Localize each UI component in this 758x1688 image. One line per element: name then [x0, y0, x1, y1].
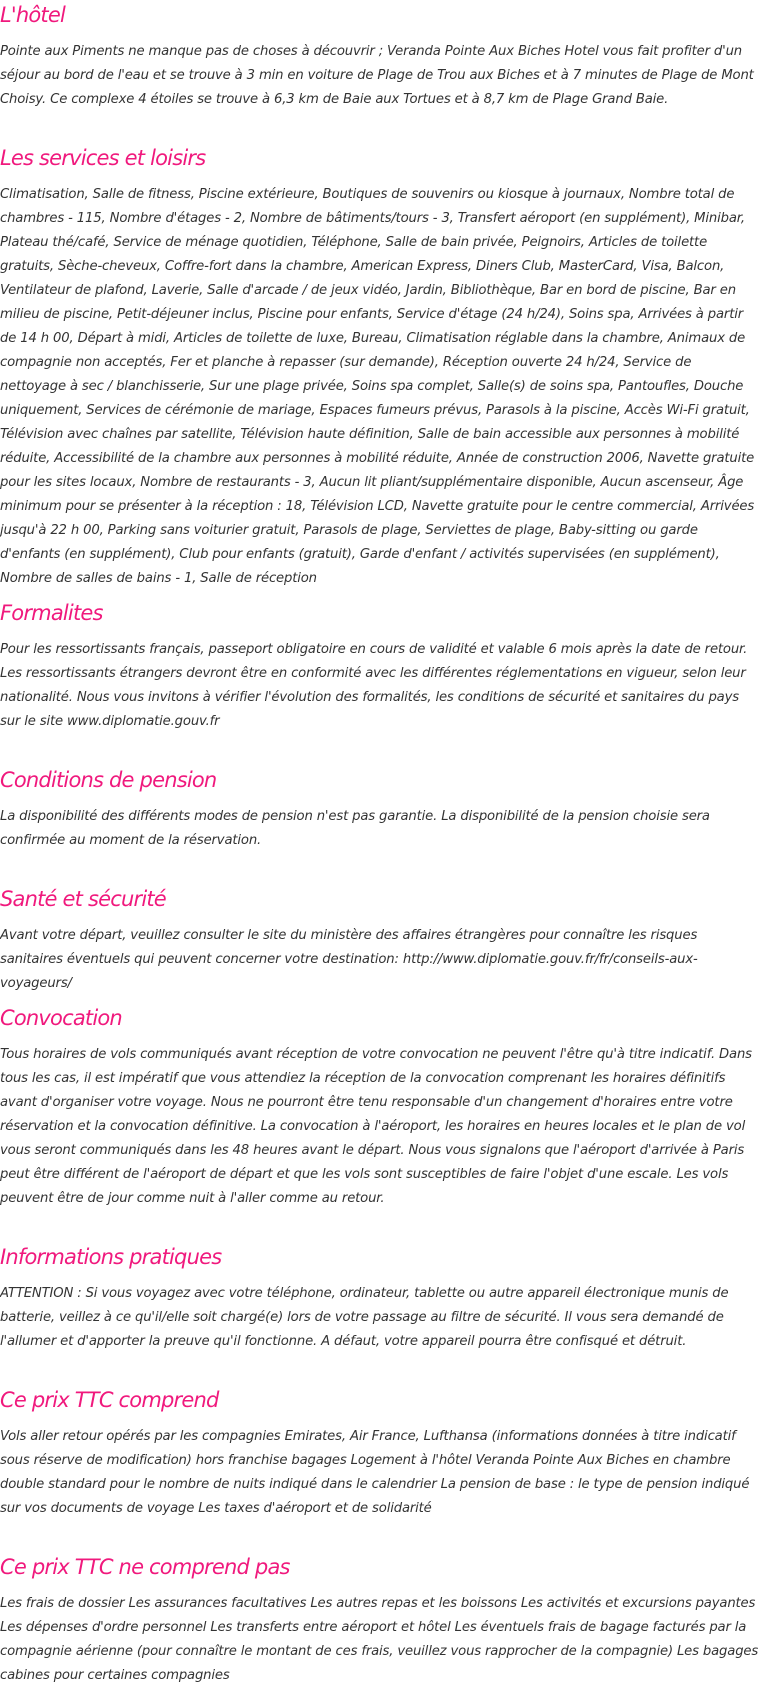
- section-body-formalites: Pour les ressortissants français, passeport obligatoire en cours de validité et valable 6 mois après la date de retour. Les ressortissants étrangers devront être en conformité avec les différentes réglementations en vigueur, selon leur nationalité. Nous vous invitons à vérifier l'évolution des formalités, les conditions de sécurité et sanitaires du pays sur le site www.diplomatie.gouv.fr: [0, 642, 748, 729]
- section-prix-comprend: [0, 1385, 758, 1521]
- section-title-prix-comprend: Ce prix TTC comprend: [0, 1388, 219, 1412]
- section-conditions-pension: [0, 765, 758, 853]
- section-formalites: [0, 598, 758, 734]
- section-title-convocation: Convocation: [0, 1006, 122, 1030]
- section-sante-securite: [0, 884, 758, 996]
- section-title-conditions-pension: Conditions de pension: [0, 768, 217, 792]
- section-informations-pratiques: [0, 1242, 758, 1354]
- section-services: [0, 143, 758, 591]
- section-body-hotel: Pointe aux Piments ne manque pas de choses à découvrir ; Veranda Pointe Aux Biches Hotel vous fait profiter d'un séjour au bord de l'eau et se trouve à 3 min en voiture de Plage de Trou aux Biches et à 7 minutes de Plage de Mont Choisy. Ce complexe 4 étoiles se trouve à 6,3 km de Baie aux Tortues et à 8,7 km de Plage Grand Baie.: [0, 44, 754, 107]
- section-body-prix-ne-comprend-pas: Les frais de dossier Les assurances facultatives Les autres repas et les boissons Les activités et excursions payantes Les dépenses d'ordre personnel Les transferts entre aéroport et hôtel Les éventuels frais de bagage facturés par la compagnie aérienne (pour connaître le montant de ces frais, veuillez vous rapprocher de la compagnie) Les bagages cabines pour certaines compagnies: [0, 1596, 758, 1683]
- section-title-formalites: Formalites: [0, 601, 103, 625]
- section-body-convocation: Tous horaires de vols communiqués avant réception de votre convocation ne peuvent l'être qu'à titre indicatif. Dans tous les cas, il est impératif que vous attendiez la réception de la convocation comprenant les horaires définitifs avant d'organiser votre voyage. Nous ne pourront être tenu responsable d'un changement d'horaires entre votre réservation et la convocation définitive. La convocation à l'aéroport, les horaires en heures locales et le plan de vol vous seront communiqués dans les 48 heures avant le départ. Nous vous signalons que l'aéroport d'arrivée à Paris peut être différent de l'aéroport de départ et que les vols sont susceptibles de faire l'objet d'une escale. Les vols peuvent être de jour comme nuit à l'aller comme au retour.: [0, 1047, 752, 1206]
- section-body-informations-pratiques: ATTENTION : Si vous voyagez avec votre téléphone, ordinateur, tablette ou autre appareil électronique munis de batterie, veillez à ce qu'il/elle soit chargé(e) lors de votre passage au filtre de sécurité. Il vous sera demandé de l'allumer et d'apporter la preuve qu'il fonctionne. A défaut, votre appareil pourra être confisqué et détruit.: [0, 1286, 729, 1349]
- section-title-hotel: L'hôtel: [0, 3, 66, 27]
- section-title-sante-securite: Santé et sécurité: [0, 887, 166, 911]
- section-prix-ne-comprend-pas: [0, 1552, 758, 1688]
- section-title-prix-ne-comprend-pas: Ce prix TTC ne comprend pas: [0, 1555, 290, 1579]
- section-convocation: [0, 1003, 758, 1211]
- section-title-informations-pratiques: Informations pratiques: [0, 1245, 222, 1269]
- section-hotel: [0, 0, 758, 112]
- section-body-conditions-pension: La disponibilité des différents modes de pension n'est pas garantie. La disponibilité de la pension choisie sera confirmée au moment de la réservation.: [0, 809, 710, 848]
- section-body-services: Climatisation, Salle de fitness, Piscine extérieure, Boutiques de souvenirs ou kiosque à journaux, Nombre total de chambres - 115, Nombre d'étages - 2, Nombre de bâtiments/tours - 3, Transfert aéroport (en supplément), Minibar, Plateau thé/café, Service de ménage quotidien, Téléphone, Salle de bain privée, Peignoirs, Articles de toilette gratuits, Sèche-cheveux, Coffre-fort dans la chambre, American Express, Diners Club, MasterCard, Visa, Balcon, Ventilateur de plafond, Laverie, Salle d'arcade / de jeux vidéo, Jardin, Bibliothèque, Bar en bord de piscine, Bar en milieu de piscine, Petit-déjeuner inclus, Piscine pour enfants, Service d'étage (24 h/24), Soins spa, Arrivées à partir de 14 h 00, Départ à midi, Articles de toilette de luxe, Bureau, Climatisation réglable dans la chambre, Animaux de compagnie non acceptés, Fer et planche à repasser (sur demande), Réception ouverte 24 h/24, Service de nettoyage à sec / blanchisserie, Sur une plage privée, Soins spa complet, Salle(s) de soins spa, Pantoufles, Douche uniquement, Services de cérémonie de mariage, Espaces fumeurs prévus, Parasols à la piscine, Accès Wi-Fi gratuit, Télévision avec chaînes par satellite, Télévision haute définition, Salle de bain accessible aux personnes à mobilité réduite, Accessibilité de la chambre aux personnes à mobilité réduite, Année de construction 2006, Navette gratuite pour les sites locaux, Nombre de restaurants - 3, Aucun lit pliant/supplémentaire disponible, Aucun ascenseur, Âge minimum pour se présenter à la réception : 18, Télévision LCD, Navette gratuite pour le centre commercial, Arrivées jusqu'à 22 h 00, Parking sans voiturier gratuit, Parasols de plage, Serviettes de plage, Baby-sitting ou garde d'enfants (en supplément), Club pour enfants (gratuit), Garde d'enfant / activités supervisées (en supplément), Nombre de salles de bains - 1, Salle de réception: [0, 187, 755, 586]
- section-body-prix-comprend: Vols aller retour opérés par les compagnies Emirates, Air France, Lufthansa (informations données à titre indicatif sous réserve de modification) hors franchise bagages Logement à l'hôtel Veranda Pointe Aux Biches en chambre double standard pour le nombre de nuits indiqué dans le calendrier La pension de base : le type de pension indiqué sur vos documents de voyage Les taxes d'aéroport et de solidarité: [0, 1429, 750, 1516]
- section-body-sante-securite: Avant votre départ, veuillez consulter le site du ministère des affaires étrangères pour connaître les risques sanitaires éventuels qui peuvent concerner votre destination: http://www.diplomatie.gouv.fr/fr/conseils-aux-voyageurs/: [0, 928, 698, 991]
- section-title-services: Les services et loisirs: [0, 146, 206, 170]
